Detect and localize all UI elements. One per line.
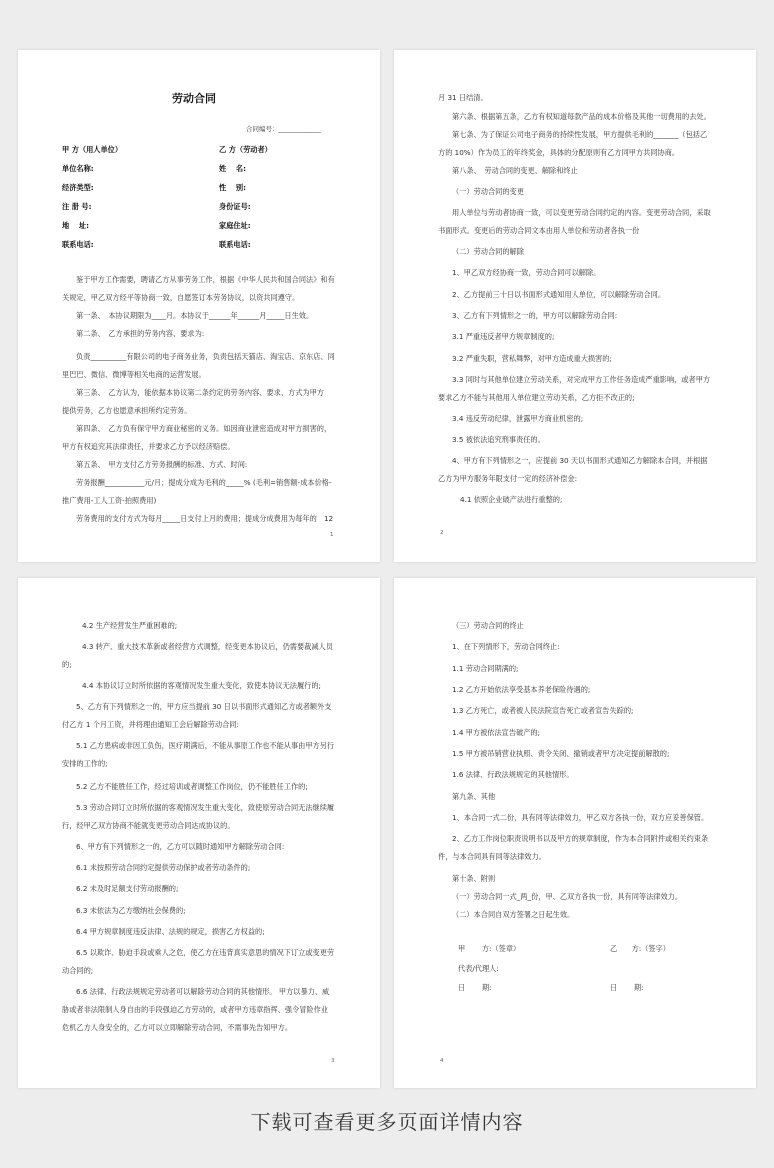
page-title: 劳动合同	[172, 92, 216, 105]
phone-b-label: 联系电话:	[219, 240, 251, 249]
gender-label: 性 别:	[219, 183, 246, 192]
party-a-heading: 甲 方（用人单位）	[62, 145, 123, 154]
download-more-banner: 下载可查看更多页面详情内容	[250, 1110, 524, 1134]
body-line: 关规定，甲乙双方经平等协商一致，自愿签订本劳务协议，以资共同遵守。	[62, 293, 300, 302]
body-line: 月 31 日结清。	[438, 93, 488, 102]
body-line: 提供劳务，乙方也愿意承担所约定劳务。	[62, 406, 192, 415]
body-line: 第三条、 乙方认为，能依据本协议第二条约定的劳务内容、要求、方式为甲方	[76, 388, 324, 397]
body-line: 4.1 依照企业破产法进行重整的;	[460, 495, 563, 504]
body-line: 6.3 未依法为乙方缴纳社会保费的;	[76, 906, 186, 915]
body-line: 3.4 违反劳动纪律，泄露甲方商业机密的;	[452, 414, 584, 423]
body-line: 方的 10%）作为员工的年终奖金，具体的分配原则有乙方同甲方共同协商。	[438, 148, 680, 157]
body-line: 1.3 乙方死亡，或者被人民法院宣告死亡或者宣告失踪的;	[452, 706, 634, 715]
body-line: 3.1 严重违反者甲方规章制度的;	[452, 332, 555, 341]
body-line: 6、甲方有下列情形之一的，乙方可以随时通知甲方解除劳动合同:	[76, 842, 285, 851]
body-line: 2、乙方提前三十日以书面形式通知用人单位，可以解除劳动合同。	[452, 290, 666, 299]
body-line: 1、在下列情形下，劳动合同终止:	[452, 642, 560, 651]
body-line: 鉴于甲方工作需要，聘请乙方从事劳务工作，根据《中华人民共和国合同法》和有	[76, 275, 335, 284]
signature-party-b: 乙 方:（签字）	[610, 944, 670, 953]
body-line: 4、甲方有下列情形之一，应提前 30 天以书面形式通知乙方解除本合同，并根据	[452, 456, 708, 465]
contract-number: 合同编号：_____________	[246, 125, 321, 133]
body-line: 甲方有权追究其法律责任，并要求乙方予以经济赔偿。	[62, 442, 235, 451]
contract-page-2	[394, 50, 756, 562]
body-line: 1、本合同一式二份，具有同等法律效力，甲乙双方各执一份，双方应妥善保管。	[452, 813, 709, 822]
home-address-label: 家庭住址:	[219, 221, 251, 230]
body-line: 劳务报酬___________元/月；提成分成为毛利的_____% (毛利=销售额-成本价格-	[76, 478, 332, 487]
body-line: 3.5 被依法追究刑事责任的。	[452, 435, 545, 444]
id-no-label: 身份证号:	[219, 202, 251, 211]
page-number: 4	[440, 1058, 444, 1064]
date-party-b: 日 期:	[610, 983, 644, 992]
body-line: 6.4 甲方规章制度违反法律、法规的规定，损害乙方权益的;	[76, 927, 265, 936]
body-line: 5.3 劳动合同订立时所依据的客观情况发生重大变化，致使原劳动合同无法继续履	[76, 803, 335, 812]
address-label: 地 址:	[62, 221, 89, 230]
body-line: 第七条、为了保证公司电子商务的持续性发展，甲方提供毛利的_______（包括乙	[452, 130, 708, 139]
body-line: 第一条、 本协议期限为____月。本协议于______年______月_____日生效。	[76, 311, 314, 320]
body-line: 5.1 乙方患病或非因工负伤，医疗期满后，不能从事原工作也不能从事由甲方另行	[76, 741, 335, 750]
page-number: 1	[330, 532, 334, 538]
body-line: 第六条、根据第五条，乙方有权知道每款产品的成本价格及其他一切费用的去处。	[452, 112, 711, 121]
body-line: 里巴巴、微信、微博等相关电商的运营发展。	[62, 370, 206, 379]
body-line: 1.1 劳动合同期满的;	[452, 664, 519, 673]
body-line: 4.4 本协议订立时所依据的客观情况发生重大变化，致使本协议无法履行的;	[82, 681, 321, 690]
body-line: 付乙方 1 个月工资，并将理由通知工会后解除劳动合同:	[62, 720, 239, 729]
body-line: （三）劳动合同的终止	[452, 621, 524, 630]
date-party-a: 日 期:	[458, 983, 492, 992]
body-line: 第九条、其他	[452, 792, 496, 801]
body-line: 乙方为甲方服务年限支付一定的经济补偿金:	[438, 474, 577, 483]
body-line: 第四条、 乙方负有保守甲方商业秘密的义务。如因商业泄密造成对甲方损害的，	[76, 424, 332, 433]
econ-type-label: 经济类型:	[62, 183, 94, 192]
body-line: 5、乙方有下列情形之一的，甲方应当提前 30 日以书面形式通知乙方或者额外支	[76, 702, 332, 711]
reg-no-label: 注 册 号:	[62, 202, 92, 211]
body-line: 3.2 严重失职，营私舞弊，对甲方造成重大损害的;	[452, 354, 612, 363]
body-line: 负责__________有限公司的电子商务业务，负责包括天猫店、淘宝店、京东店、同	[76, 352, 335, 361]
body-line: 的;	[62, 660, 72, 669]
body-line: 行，经甲乙双方协商不能就变更劳动合同达成协议的。	[62, 821, 235, 830]
body-line: （一）劳动合同的变更	[452, 187, 524, 196]
body-line: 第五条、 甲方支付乙方劳务报酬的标准、方式、时间:	[76, 460, 248, 469]
body-line: 4.3 转产、重大技术革新或者经营方式调整，经变更本协议后，仍需要裁减人员	[82, 642, 333, 651]
body-line: 1.4 甲方被依法宣告破产的;	[452, 728, 541, 737]
body-line: 3.3 同时与其他单位建立劳动关系，对完成甲方工作任务造成严重影响，或者甲方	[452, 375, 711, 384]
signature-party-a: 甲 方:（签章）	[458, 944, 521, 953]
body-line: 书面形式。变更后的劳动合同文本由用人单位和劳动者各执一份	[438, 226, 640, 235]
body-line: 安排的工作的;	[62, 759, 108, 768]
body-line: 6.5 以欺诈、胁迫手段或乘人之危，使乙方在违背真实意思的情况下订立或变更劳	[76, 948, 335, 957]
unit-name-label: 单位名称:	[62, 164, 94, 173]
contract-page-1	[18, 50, 380, 562]
body-line: 胁或者非法限制人身自由的手段强迫乙方劳动的，或者甲方违章指挥、强令冒险作业	[62, 1005, 328, 1014]
body-line: 1.5 甲方被吊销营业执照、责令关闭、撤销或者甲方决定提前解散的;	[452, 749, 670, 758]
body-line: 1.6 法律、行政法规规定的其他情形。	[452, 770, 574, 779]
body-line: 5.2 乙方不能胜任工作，经过培训或者调整工作岗位，仍不能胜任工作的;	[76, 782, 308, 791]
contract-page-3	[18, 578, 380, 1088]
body-line: 危机乙方人身安全的，乙方可以立即解除劳动合同，不需事先告知甲方。	[62, 1023, 293, 1032]
body-line: 1.2 乙方开始依法享受基本养老保险待遇的;	[452, 685, 591, 694]
body-line: 6.2 未及时足额支付劳动报酬的;	[76, 884, 179, 893]
body-line: 用人单位与劳动者协商一致，可以变更劳动合同约定的内容。变更劳动合同，采取	[452, 208, 711, 217]
body-line: 第十条、附则	[452, 874, 496, 883]
body-line: 件，与本合同具有同等法律效力。	[438, 852, 546, 861]
body-line: 第二条、 乙方承担的劳务内容、要求为:	[76, 329, 205, 338]
body-line: （二）劳动合同的解除	[452, 247, 524, 256]
body-line: （一）劳动合同一式_两_份，甲、乙双方各执一份，具有同等法律效力。	[452, 892, 683, 901]
body-line: 要求乙方不能与其他用人单位建立劳动关系，乙方拒不改正的;	[438, 393, 635, 402]
body-line: 4.2 生产经营发生严重困难的;	[82, 621, 178, 630]
party-b-heading: 乙 方（劳动者）	[219, 145, 272, 154]
body-line: 3、乙方有下列情形之一的，甲方可以解除劳动合同:	[452, 311, 618, 320]
body-line: （二）本合同自双方签署之日起生效。	[452, 910, 575, 919]
body-line: 动合同的;	[62, 966, 94, 975]
representative-label: 代表/代理人:	[458, 964, 499, 973]
contract-page-4	[394, 578, 756, 1088]
body-line: 推广费用-工人工资-拍照费用)	[62, 496, 157, 505]
page-number: 3	[331, 1058, 335, 1064]
phone-a-label: 联系电话:	[62, 240, 94, 249]
body-line: 2、乙方工作岗位职责说明书以及甲方的规章制度，作为本合同附件或相关约束条	[452, 834, 709, 843]
body-line: 1、甲乙双方经协商一致，劳动合同可以解除。	[452, 268, 601, 277]
name-label: 姓 名:	[219, 164, 246, 173]
body-line: 第八条、 劳动合同的变更、解除和终止	[452, 166, 578, 175]
body-line: 6.1 未按照劳动合同约定提供劳动保护或者劳动条件的;	[76, 863, 251, 872]
body-line: 劳务费用的支付方式为每月_____日支付上月的费用；提成分成费用为每年的 12	[76, 514, 334, 523]
page-number: 2	[440, 530, 444, 536]
body-line: 6.6 法律、行政法规规定劳动者可以解除劳动合同的其他情形。 甲方以暴力、威	[76, 987, 330, 996]
